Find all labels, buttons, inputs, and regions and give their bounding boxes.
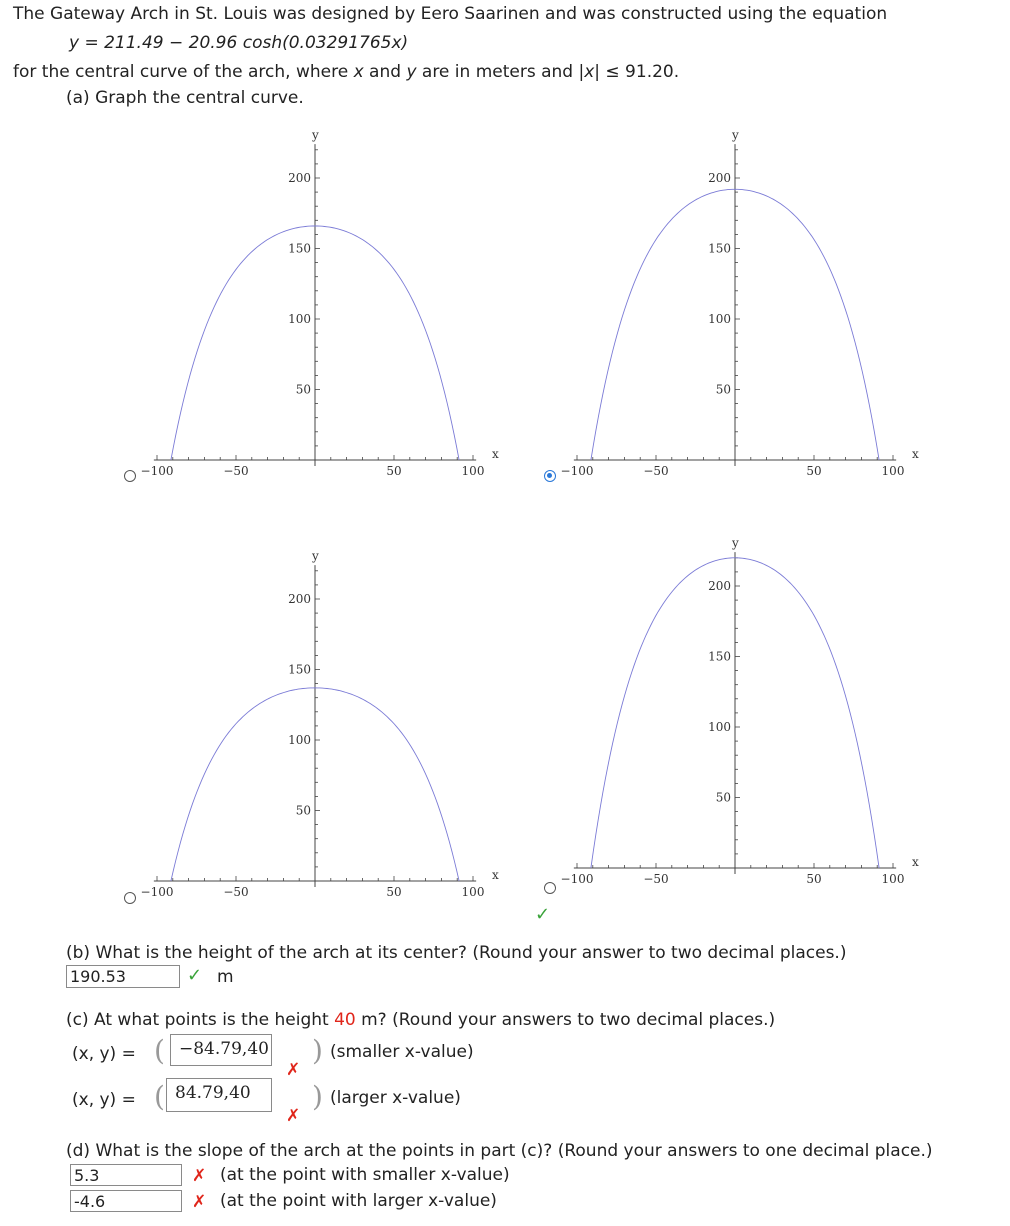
slope-larger-label: (at the point with larger x-value): [220, 1191, 497, 1211]
intro-domain-text: for the central curve of the arch, where x and y are in meters and |x| ≤ 91.20.: [13, 62, 680, 82]
graph-option-3: [120, 528, 520, 908]
x-tick-label: 50: [386, 885, 402, 899]
part-d-prompt: (d) What is the slope of the arch at the points in part (c)? (Round your answers to one decimal place.): [66, 1141, 933, 1161]
y-tick-label: 150: [708, 649, 731, 664]
graph-option-1-chart: [120, 108, 520, 488]
y-tick-label: 50: [715, 382, 731, 397]
x-axis-label: x: [911, 447, 919, 461]
part-c-prompt: (c) At what points is the height 40 m? (Round your answers to two decimal places.): [66, 1010, 776, 1030]
y-axis-label: y: [312, 549, 319, 564]
x-tick-label: 100: [881, 464, 905, 478]
graph-option-3-chart: [120, 528, 520, 908]
part-b-prompt: (b) What is the height of the arch at its center? (Round your answer to two decimal places.): [66, 943, 847, 963]
x-axis-label: x: [491, 447, 499, 461]
slope-larger-input[interactable]: -4.6: [70, 1190, 182, 1212]
y-tick-label: 200: [288, 171, 311, 185]
x-tick-label: −50: [223, 464, 249, 478]
part-a-prompt: (a) Graph the central curve.: [66, 88, 304, 108]
y-tick-label: 50: [715, 790, 731, 805]
open-paren-1: (: [154, 1034, 165, 1067]
slope-smaller-wrong-icon: ✗: [192, 1166, 207, 1186]
larger-point-input[interactable]: 84.79,40: [166, 1078, 272, 1112]
smaller-point-wrong-icon: ✗: [286, 1060, 301, 1080]
graph-option-2-chart: [540, 108, 940, 488]
graph-option-1: [120, 108, 520, 488]
close-paren-1: ): [312, 1034, 323, 1067]
slope-larger-wrong-icon: ✗: [192, 1192, 207, 1212]
y-tick-label: 200: [708, 171, 731, 185]
y-tick-label: 100: [288, 312, 311, 326]
arch-equation: y = 211.49 − 20.96 cosh(0.03291765x): [69, 33, 409, 53]
y-tick-label: 150: [708, 241, 731, 256]
open-paren-2: (: [154, 1080, 165, 1113]
x-tick-label: 100: [881, 872, 905, 886]
close-paren-2: ): [312, 1080, 323, 1113]
x-tick-label: 50: [386, 464, 402, 478]
height-unit: m: [217, 967, 234, 987]
xy-label-2: (x, y) =: [72, 1090, 136, 1110]
x-tick-label: −100: [140, 464, 174, 478]
x-tick-label: −50: [643, 872, 669, 886]
y-axis-label: y: [732, 128, 739, 143]
smaller-x-label: (smaller x-value): [330, 1042, 474, 1062]
larger-point-wrong-icon: ✗: [286, 1106, 301, 1126]
smaller-point-input[interactable]: −84.79,40: [170, 1034, 272, 1066]
y-tick-label: 100: [708, 720, 731, 734]
y-tick-label: 200: [288, 592, 311, 606]
x-tick-label: 50: [806, 464, 822, 478]
graph-option-4-chart: [540, 518, 940, 898]
xy-label-1: (x, y) =: [72, 1044, 136, 1064]
larger-x-label: (larger x-value): [330, 1088, 461, 1108]
x-tick-label: 50: [806, 872, 822, 886]
height-answer-input[interactable]: 190.53: [66, 965, 180, 988]
x-tick-label: 100: [461, 464, 485, 478]
y-tick-label: 100: [288, 733, 311, 747]
x-axis-label: x: [491, 868, 499, 882]
x-tick-label: −50: [223, 885, 249, 899]
slope-smaller-input[interactable]: 5.3: [70, 1164, 182, 1186]
x-tick-label: 100: [461, 885, 485, 899]
y-tick-label: 150: [288, 241, 311, 256]
x-axis-label: x: [911, 855, 919, 869]
x-tick-label: −50: [643, 464, 669, 478]
graph-option-4: [535, 518, 940, 925]
graph-correct-check-icon: ✓: [535, 904, 551, 925]
x-tick-label: −100: [560, 872, 594, 886]
y-tick-label: 50: [295, 803, 311, 818]
graph-option-2: [540, 108, 940, 488]
y-tick-label: 200: [708, 579, 731, 593]
x-tick-label: −100: [140, 885, 174, 899]
x-tick-label: −100: [560, 464, 594, 478]
y-tick-label: 150: [288, 662, 311, 677]
height-correct-check-icon: ✓: [187, 965, 203, 986]
y-axis-label: y: [732, 536, 739, 551]
intro-text: The Gateway Arch in St. Louis was designed by Eero Saarinen and was constructed using the equation: [13, 4, 888, 24]
slope-smaller-label: (at the point with smaller x-value): [220, 1165, 510, 1185]
y-tick-label: 50: [295, 382, 311, 397]
y-tick-label: 100: [708, 312, 731, 326]
y-axis-label: y: [312, 128, 319, 143]
